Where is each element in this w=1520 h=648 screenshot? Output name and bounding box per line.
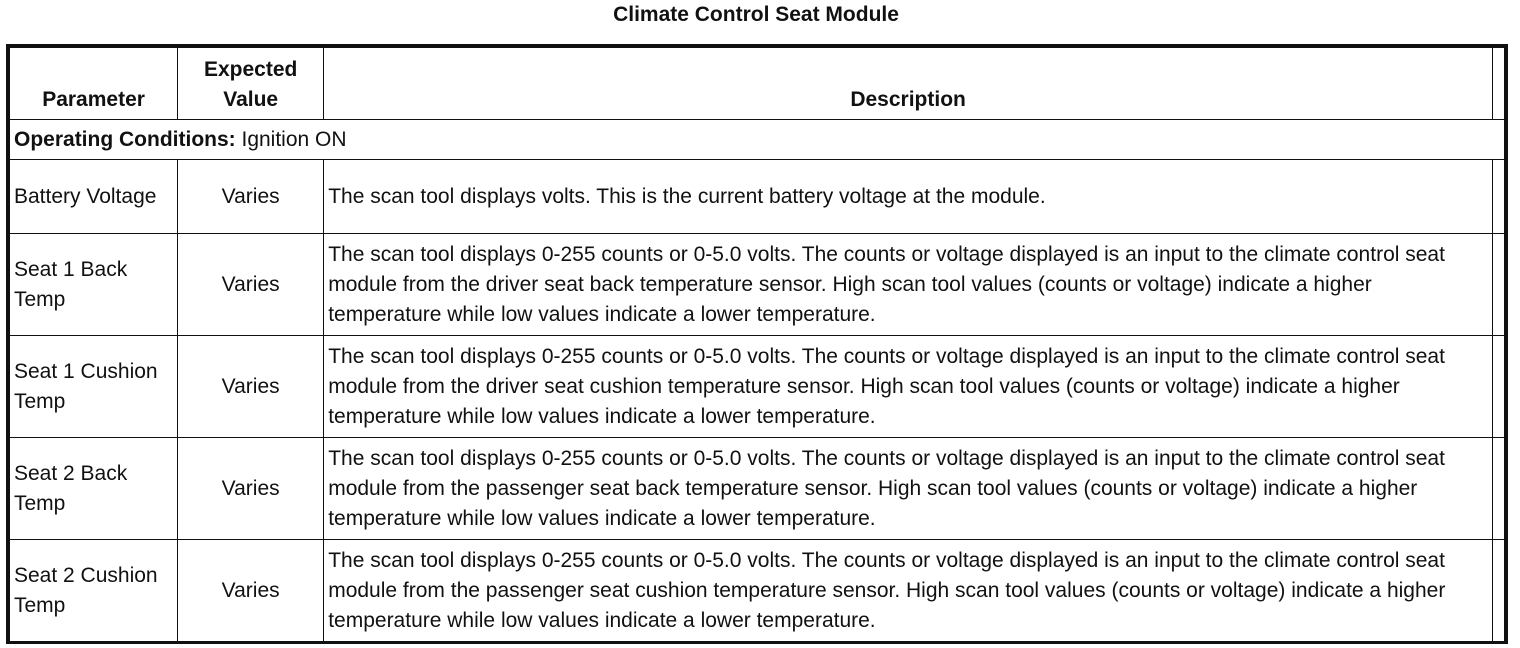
header-parameter-label: Parameter — [42, 88, 145, 111]
expected-value-cell: Varies — [178, 234, 324, 336]
operating-conditions-cell — [10, 120, 1505, 160]
gap-cell — [1492, 540, 1504, 642]
header-gap-cell — [1492, 48, 1504, 120]
parameter-table — [9, 47, 1505, 642]
operating-conditions-row — [10, 120, 1505, 160]
gap-cell — [1492, 438, 1504, 540]
description-cell: The scan tool displays 0-255 counts or 0-5.0 volts. The counts or voltage displayed is an input to the climate control seat module from the driver seat cushion temperature sensor. High scan tool values (counts or voltage) indicate a higher temperature while low values indicate a lower temperature. — [324, 336, 1493, 438]
table-row — [10, 234, 1505, 336]
gap-cell — [1492, 160, 1504, 234]
expected-value-cell: Varies — [178, 160, 324, 234]
parameter-cell: Battery Voltage — [10, 160, 178, 234]
description-cell: The scan tool displays 0-255 counts or 0-5.0 volts. The counts or voltage displayed is an input to the climate control seat module from the passenger seat back temperature sensor. High scan tool values (counts or voltage) indicate a higher temperature while low values indicate a lower temperature. — [324, 438, 1493, 540]
table-row — [10, 438, 1505, 540]
header-description — [324, 48, 1493, 120]
description-cell: The scan tool displays volts. This is the current battery voltage at the module. — [324, 160, 1493, 234]
parameter-cell: Seat 1 Back Temp — [10, 234, 178, 336]
header-row — [10, 48, 1505, 120]
parameter-table-container — [6, 44, 1508, 644]
description-cell: The scan tool displays 0-255 counts or 0-5.0 volts. The counts or voltage displayed is an input to the climate control seat module from the passenger seat cushion temperature sensor. High scan tool values (counts or voltage) indicate a higher temperature while low values indicate a lower temperature. — [324, 540, 1493, 642]
expected-value-cell: Varies — [178, 438, 324, 540]
description-cell: The scan tool displays 0-255 counts or 0-5.0 volts. The counts or voltage displayed is an input to the climate control seat module from the driver seat back temperature sensor. High scan tool values (counts or voltage) indicate a higher temperature while low values indicate a lower temperature. — [324, 234, 1493, 336]
table-row — [10, 540, 1505, 642]
operating-conditions-label: Operating Conditions: — [14, 127, 236, 151]
gap-cell — [1492, 336, 1504, 438]
header-description-label: Description — [850, 88, 966, 111]
header-expected-value-line2: Value — [223, 88, 279, 111]
parameter-cell: Seat 2 Cushion Temp — [10, 540, 178, 642]
header-parameter — [10, 48, 178, 120]
table-row — [10, 160, 1505, 234]
header-expected-value — [178, 48, 324, 120]
parameter-cell: Seat 1 Cushion Temp — [10, 336, 178, 438]
parameter-cell: Seat 2 Back Temp — [10, 438, 178, 540]
header-expected-value-line1: Expected — [203, 58, 298, 81]
gap-cell — [1492, 234, 1504, 336]
table-row — [10, 336, 1505, 438]
expected-value-cell: Varies — [178, 540, 324, 642]
expected-value-cell: Varies — [178, 336, 324, 438]
operating-conditions-value: Ignition ON — [235, 127, 347, 151]
page-title: Climate Control Seat Module — [613, 3, 899, 26]
